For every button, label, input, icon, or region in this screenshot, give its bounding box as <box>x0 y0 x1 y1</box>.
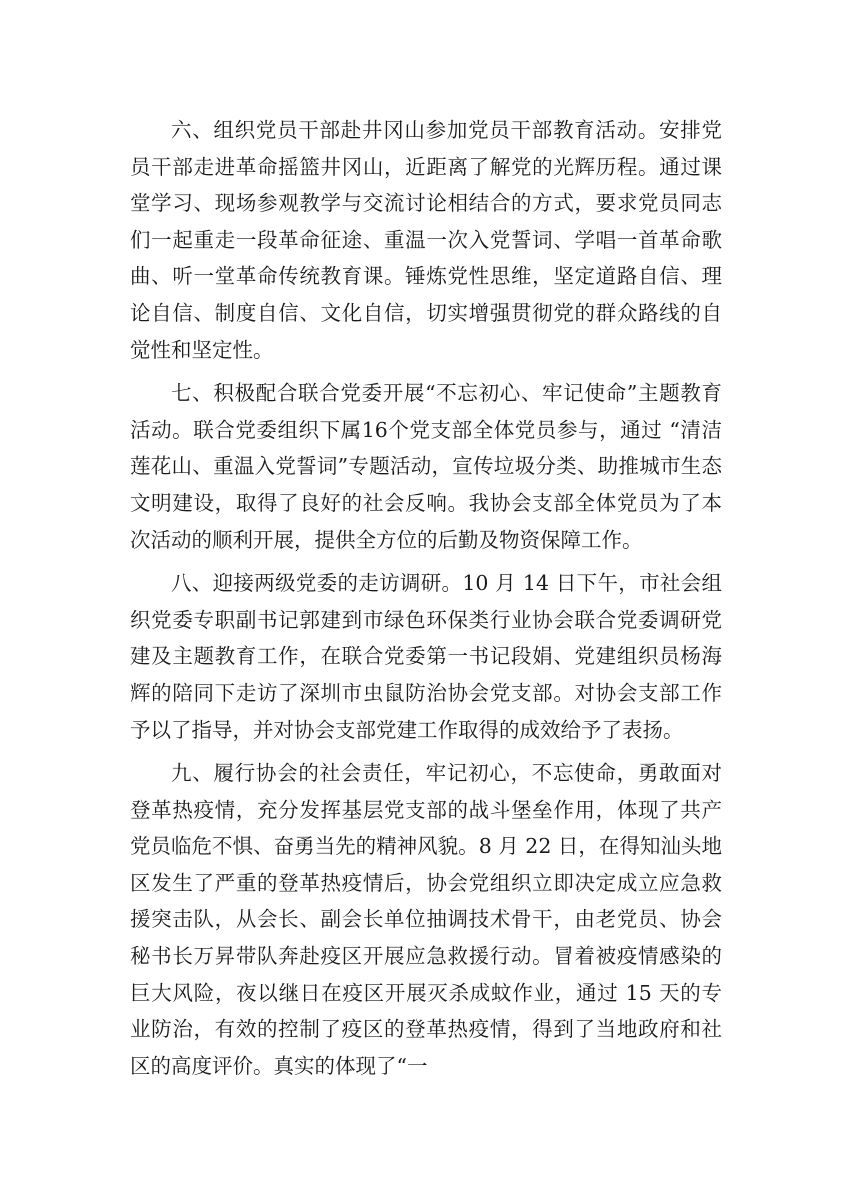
document-body <box>130 112 722 1084</box>
paragraph-eight: 八、迎接两级党委的走访调研。10 月 14 日下午，市社会组织党委专职副书记郭建到市绿色环保类行业协会联合党委调研党建及主题教育工作，在联合党委第一书记段娟、党建组织员杨海辉的陪同下走访了深圳市虫鼠防治协会党支部。对协会支部工作予以了指导，并对协会支部党建工作取得的成效给予了表扬。 <box>130 571 722 742</box>
paragraph-six: 六、组织党员干部赴井冈山参加党员干部教育活动。安排党员干部走进革命摇篮井冈山，近距离了解党的光辉历程。通过课堂学习、现场参观教学与交流讨论相结合的方式，要求党员同志们一起重走一段革命征途、重温一次入党誓词、学唱一首革命歌曲、听一堂革命传统教育课。锤炼党性思维，坚定道路自信、理论自信、制度自信、文化自信，切实增强贯彻党的群众路线的自觉性和坚定性。 <box>130 118 722 362</box>
paragraph-seven: 七、积极配合联合党委开展“不忘初心、牢记使命”主题教育活动。联合党委组织下属16个党支部全体党员参与，通过 “清洁莲花山、重温入党誓词”专题活动，宣传垃圾分类、助推城市生态文明建设，取得了良好的社会反响。我协会支部全体党员为了本次活动的顺利开展，提供全方位的后勤及物资保障工作。 <box>130 381 722 552</box>
paragraph-nine: 九、履行协会的社会责任，牢记初心，不忘使命，勇敢面对登革热疫情，充分发挥基层党支部的战斗堡垒作用，体现了共产党员临危不惧、奋勇当先的精神风貌。8 月 22 日，在得知汕头地区发生了严重的登革热疫情后，协会党组织立即决定成立应急救援突击队，从会长、副会长单位抽调技术骨干，由老党员、协会秘书长万昇带队奔赴疫区开展应急救援行动。冒着被疫情感染的巨大风险，夜以继日在疫区开展灭杀成蚊作业，通过 15 天的专业防治，有效的控制了疫区的登革热疫情，得到了当地政府和社区的高度评价。真实的体现了“一 <box>130 761 722 1078</box>
